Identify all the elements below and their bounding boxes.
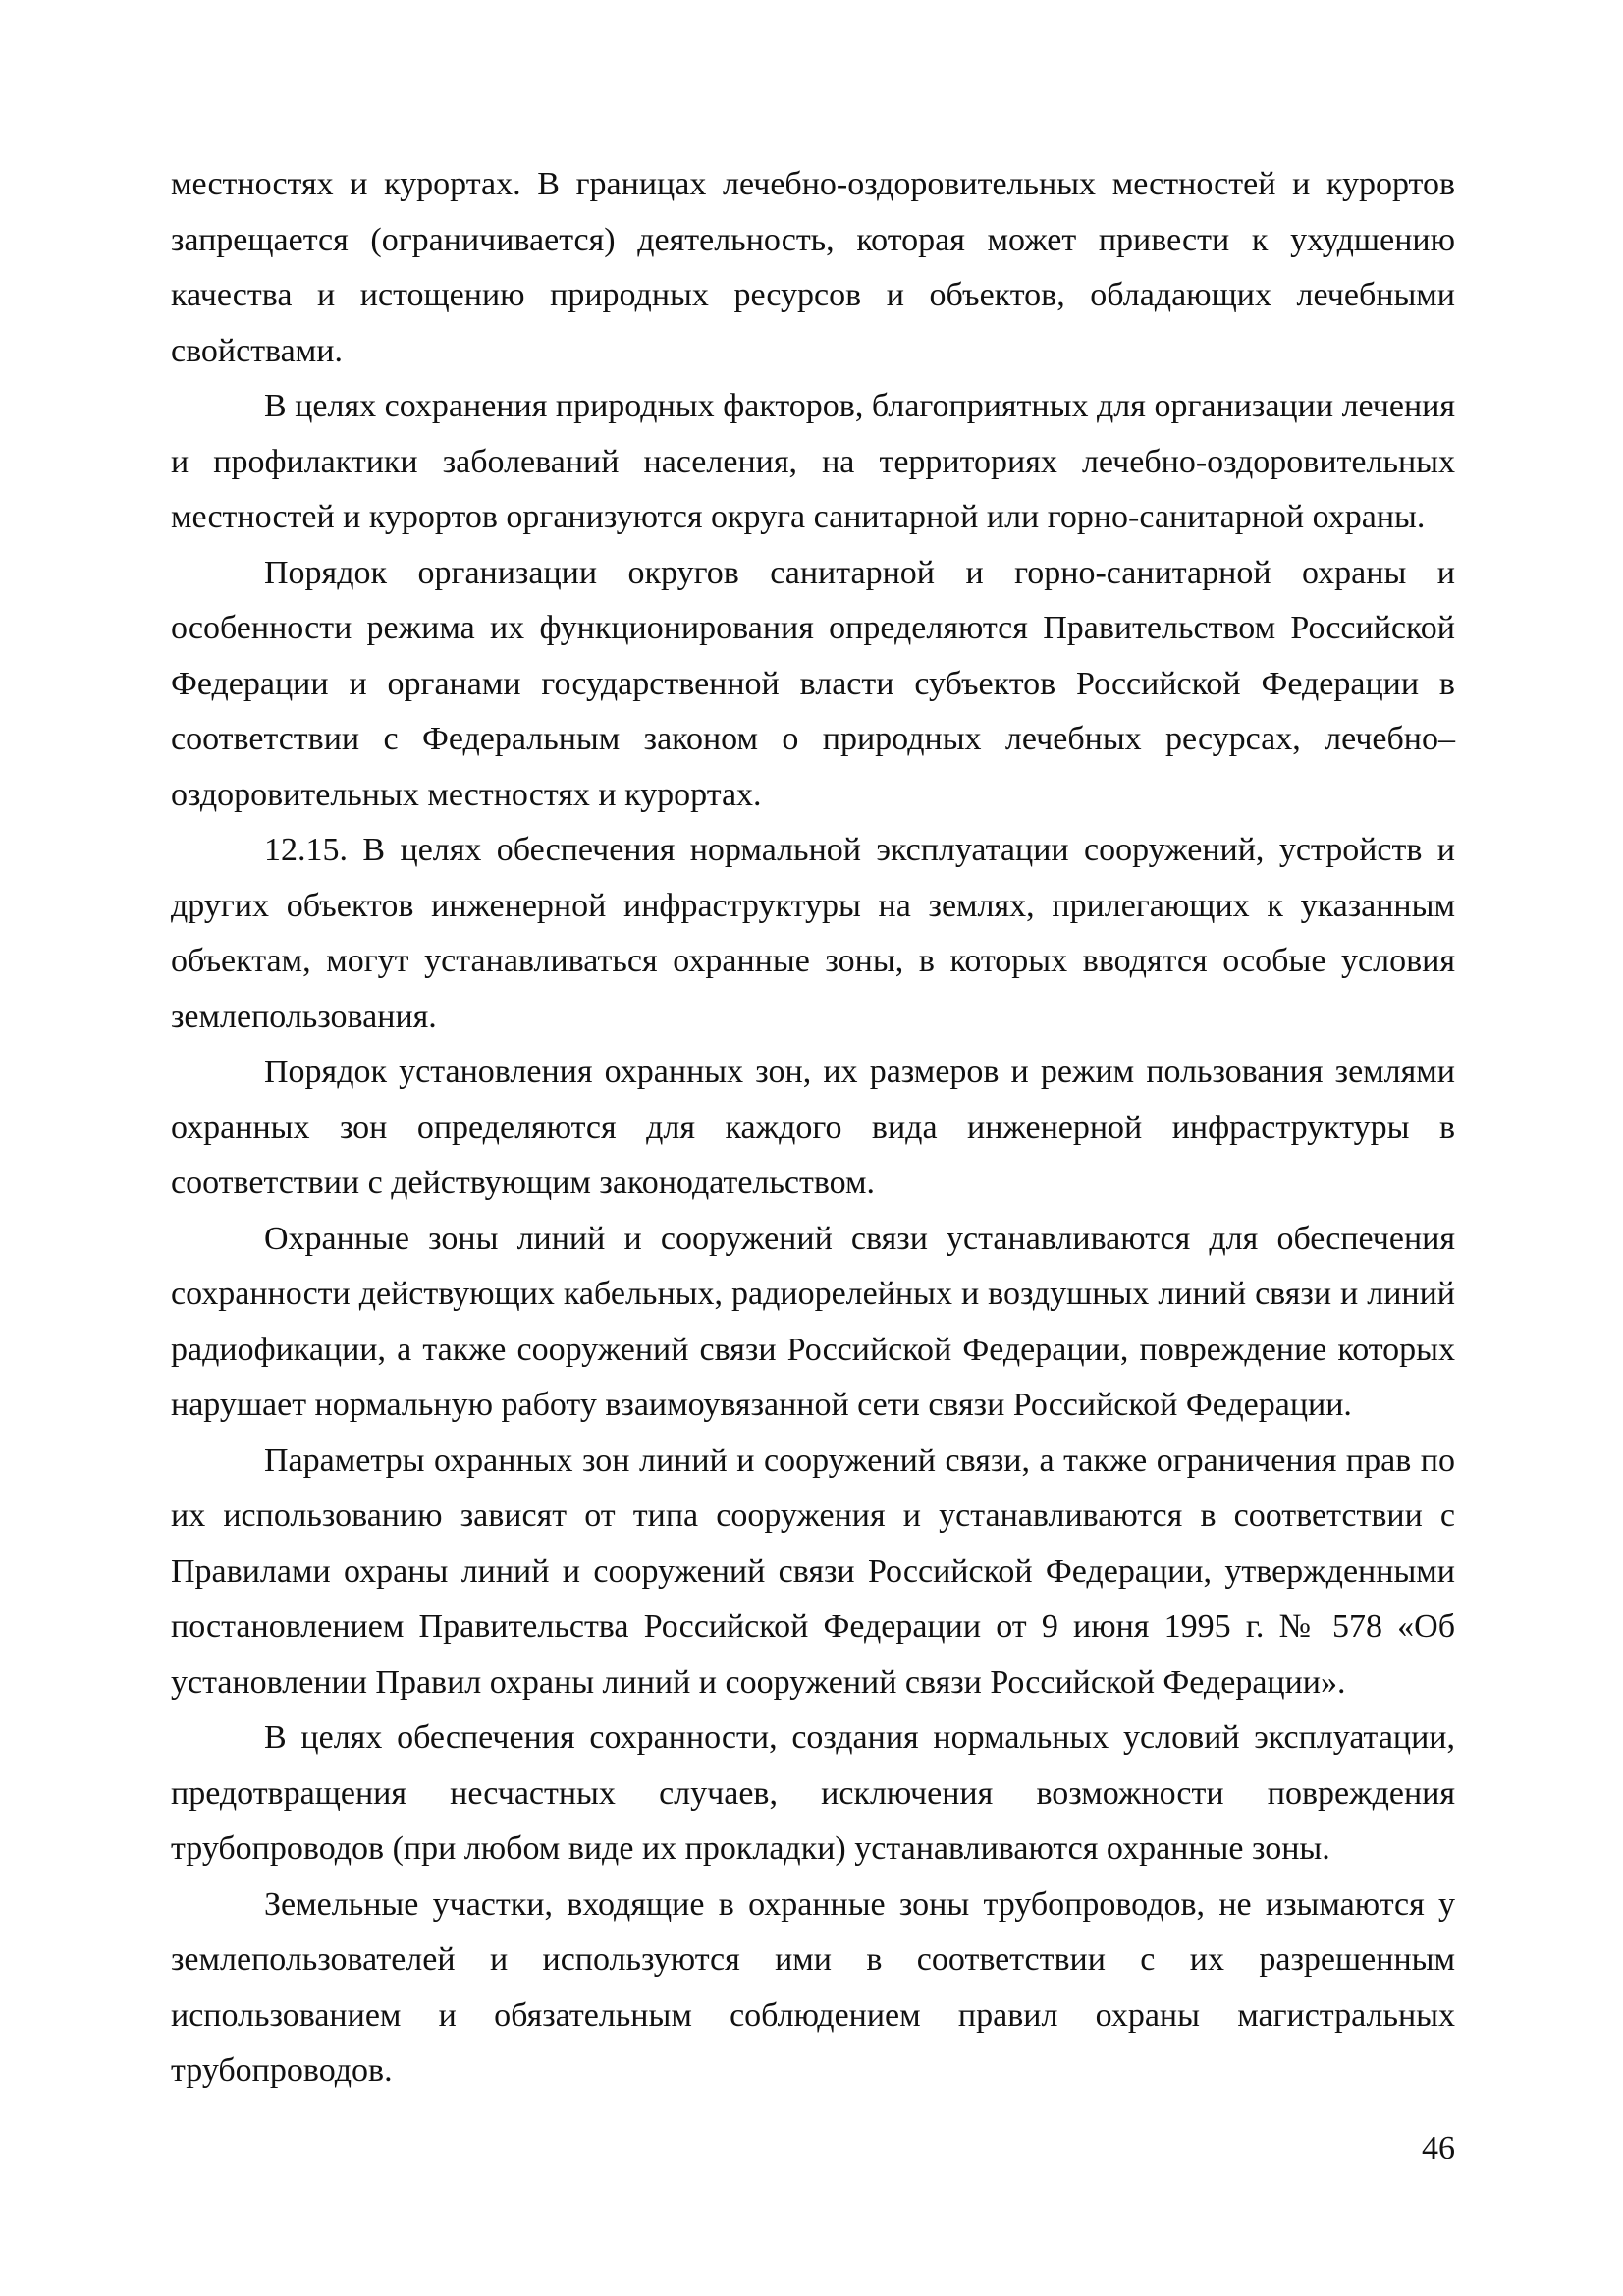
paragraph-districts-procedure: Порядок организации округов санитарной и горно-санитарной охраны и особенности режима их функционирования определяются Правительством Российской Федерации и органами государственной власти субъектов Российской Федерации в соответствии с Федеральным законом о природных лечебных ресурсах, лечебно–оздоровительных местностях и курортах. [171,554,1455,813]
paragraph-section-12-15: 12.15. В целях обеспечения нормальной эксплуатации сооружений, устройств и других объектов инженерной инфраструктуры на землях, прилегающих к указанным объектам, могут устанавливаться охранные зоны, в которых вводятся особые условия землепользования. [171,832,1455,1035]
text-body [171,157,1455,2100]
paragraph-protection-zones-procedure: Порядок установления охранных зон, их размеров и режим пользования землями охранных зон определяются для каждого вида инженерной инфраструктуры в соответствии с действующим законодательством. [171,1054,1455,1201]
paragraph-land-plots: Земельные участки, входящие в охранные зоны трубопроводов, не изымаются у землепользователей и используются ими в соответствии с их разрешенным использованием и обязательным соблюдением правил охраны магистральных трубопроводов. [171,1886,1455,2089]
paragraph-pipeline-zones: В целях обеспечения сохранности, создания нормальных условий эксплуатации, предотвращения несчастных случаев, исключения возможности повреждения трубопроводов (при любом виде их прокладки) устанавливаются охранные зоны. [171,1720,1455,1867]
paragraph-continuation: местностях и курортах. В границах лечебно-оздоровительных местностей и курортов запрещается (ограничивается) деятельность, которая может привести к ухудшению качества и истощению природных ресурсов и объектов, обладающих лечебными свойствами. [171,166,1455,369]
paragraph-communication-lines-zones: Охранные зоны линий и сооружений связи устанавливаются для обеспечения сохранности действующих кабельных, радиорелейных и воздушных линий связи и линий радиофикации, а также сооружений связи Российской Федерации, повреждение которых нарушает нормальную работу взаимоувязанной сети связи Российской Федерации. [171,1220,1455,1423]
paragraph-sanitary-districts: В целях сохранения природных факторов, благоприятных для организации лечения и профилактики заболеваний населения, на территориях лечебно-оздоровительных местностей и курортов организуются округа санитарной или горно-санитарной охраны. [171,388,1455,535]
paragraph-communication-zones-parameters: Параметры охранных зон линий и сооружений связи, а также ограничения прав по их использованию зависят от типа сооружения и устанавливаются в соответствии с Правилами охраны линий и сооружений связи Российской Федерации, утвержденными постановлением Правительства Российской Федерации от 9 июня 1995 г. № 578 «Об установлении Правил охраны линий и сооружений связи Российской Федерации». [171,1442,1455,1701]
page-number: 46 [1422,2130,1455,2166]
